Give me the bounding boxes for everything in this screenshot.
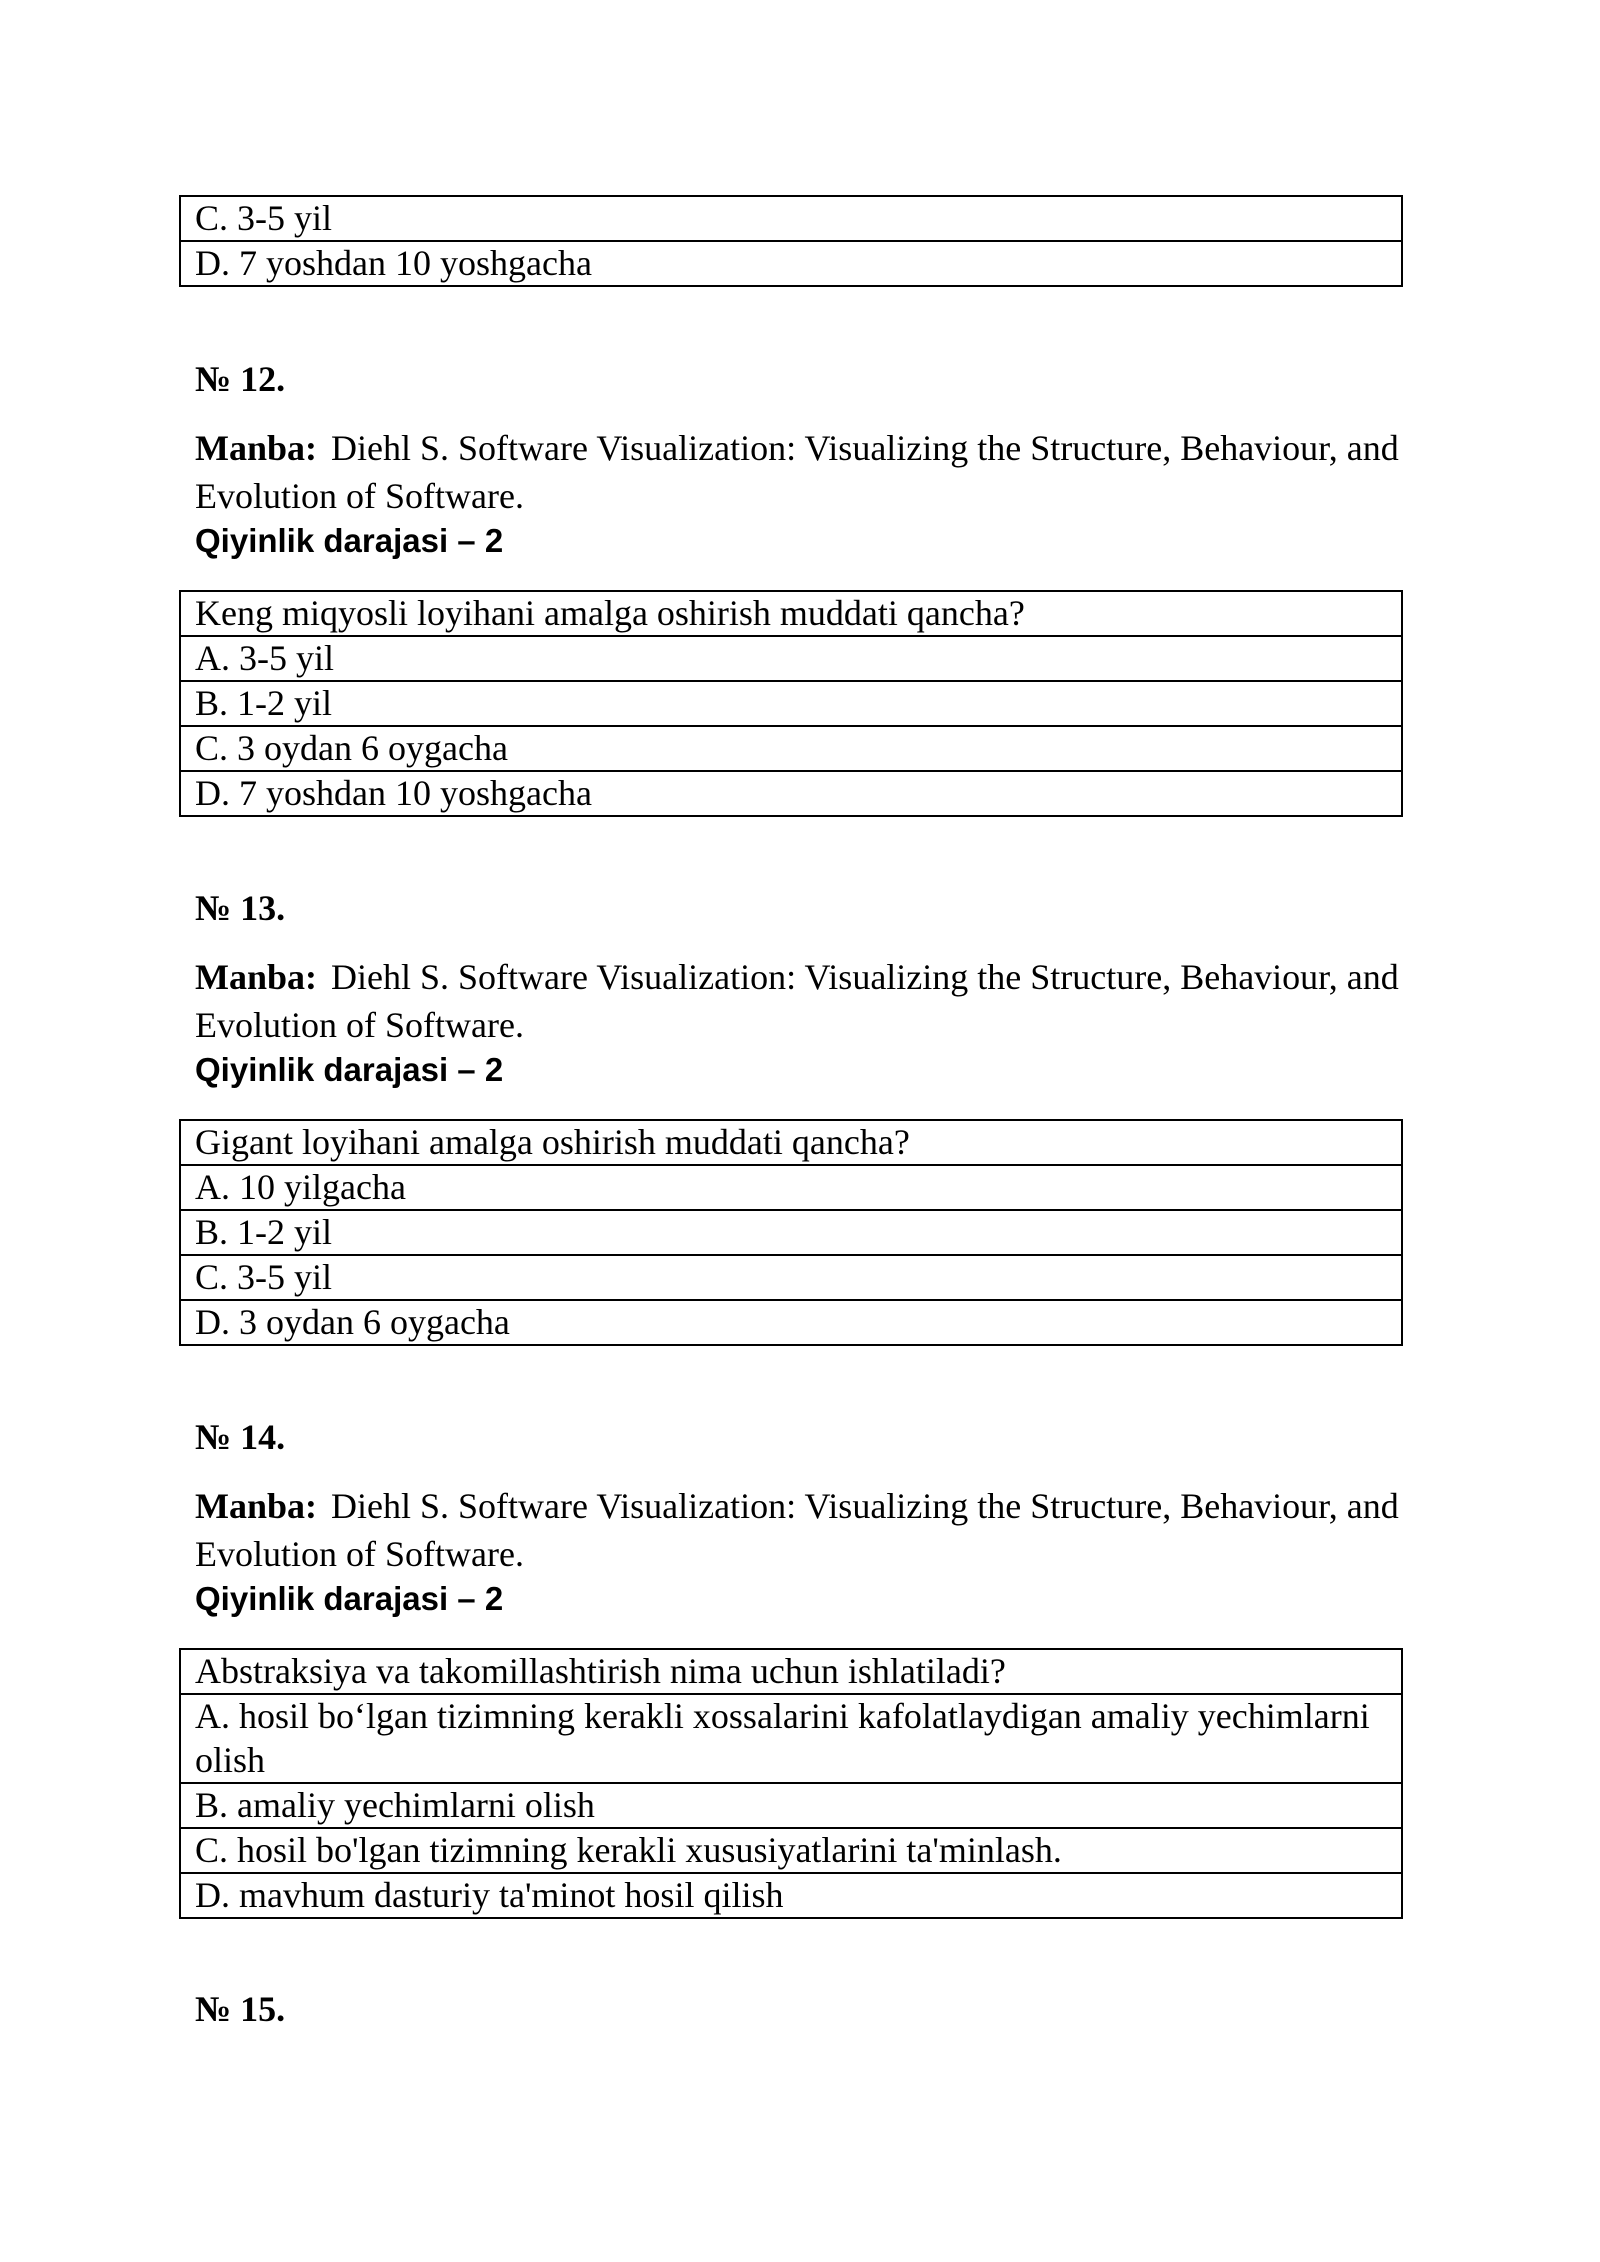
option-cell: C. 3-5 yil bbox=[180, 196, 1402, 241]
table-row bbox=[180, 1255, 1402, 1300]
option-cell: D. 7 yoshdan 10 yoshgacha bbox=[180, 771, 1402, 816]
table-row bbox=[180, 1873, 1402, 1918]
source-block bbox=[195, 1482, 1425, 1578]
table-row bbox=[180, 1694, 1402, 1783]
table-row bbox=[180, 636, 1402, 681]
question-number: № 14. bbox=[195, 1417, 286, 1457]
table-row bbox=[180, 1120, 1402, 1165]
question-table bbox=[179, 1648, 1403, 1919]
table-row bbox=[180, 196, 1402, 241]
option-cell: B. 1-2 yil bbox=[180, 681, 1402, 726]
table-row bbox=[180, 1165, 1402, 1210]
difficulty-level: Qiyinlik darajasi – 2 bbox=[195, 522, 504, 559]
option-cell: D. 3 oydan 6 oygacha bbox=[180, 1300, 1402, 1345]
option-cell: A. 3-5 yil bbox=[180, 636, 1402, 681]
table-row bbox=[180, 241, 1402, 286]
question-number: № 13. bbox=[195, 888, 286, 928]
option-cell: A. hosil bo‘lgan tizimning kerakli xossalarini kafolatlaydigan amaliy yechimlarni olish bbox=[180, 1694, 1402, 1783]
table-row bbox=[180, 771, 1402, 816]
option-cell: C. hosil bo'lgan tizimning kerakli xususiyatlarini ta'minlash. bbox=[180, 1828, 1402, 1873]
source-label: Manba: bbox=[195, 1486, 318, 1526]
source-block bbox=[195, 953, 1425, 1049]
difficulty-level: Qiyinlik darajasi – 2 bbox=[195, 1051, 504, 1088]
question-table bbox=[179, 590, 1403, 817]
table-row bbox=[180, 1300, 1402, 1345]
source-text: Diehl S. Software Visualization: Visualizing the Structure, Behaviour, and Evolution of Software. bbox=[195, 957, 1399, 1045]
source-label: Manba: bbox=[195, 428, 318, 468]
option-cell: D. 7 yoshdan 10 yoshgacha bbox=[180, 241, 1402, 286]
table-row bbox=[180, 1828, 1402, 1873]
option-cell: B. amaliy yechimlarni olish bbox=[180, 1783, 1402, 1828]
source-text: Diehl S. Software Visualization: Visualizing the Structure, Behaviour, and Evolution of Software. bbox=[195, 1486, 1399, 1574]
source-label: Manba: bbox=[195, 957, 318, 997]
source-text: Diehl S. Software Visualization: Visualizing the Structure, Behaviour, and Evolution of Software. bbox=[195, 428, 1399, 516]
table-row bbox=[180, 1649, 1402, 1694]
table-row bbox=[180, 726, 1402, 771]
question-cell: Abstraksiya va takomillashtirish nima uchun ishlatiladi? bbox=[180, 1649, 1402, 1694]
difficulty-level: Qiyinlik darajasi – 2 bbox=[195, 1580, 504, 1617]
table-row bbox=[180, 1210, 1402, 1255]
question-table bbox=[179, 1119, 1403, 1346]
option-cell: C. 3 oydan 6 oygacha bbox=[180, 726, 1402, 771]
option-cell: C. 3-5 yil bbox=[180, 1255, 1402, 1300]
option-cell: A. 10 yilgacha bbox=[180, 1165, 1402, 1210]
table-row bbox=[180, 1783, 1402, 1828]
question-number: № 12. bbox=[195, 359, 286, 399]
table-row bbox=[180, 681, 1402, 726]
question-cell: Keng miqyosli loyihani amalga oshirish muddati qancha? bbox=[180, 591, 1402, 636]
source-block bbox=[195, 424, 1425, 520]
option-cell: B. 1-2 yil bbox=[180, 1210, 1402, 1255]
question-cell: Gigant loyihani amalga oshirish muddati qancha? bbox=[180, 1120, 1402, 1165]
question-number: № 15. bbox=[195, 1989, 286, 2029]
option-cell: D. mavhum dasturiy ta'minot hosil qilish bbox=[180, 1873, 1402, 1918]
table-row bbox=[180, 591, 1402, 636]
answer-table-continued bbox=[179, 195, 1403, 287]
